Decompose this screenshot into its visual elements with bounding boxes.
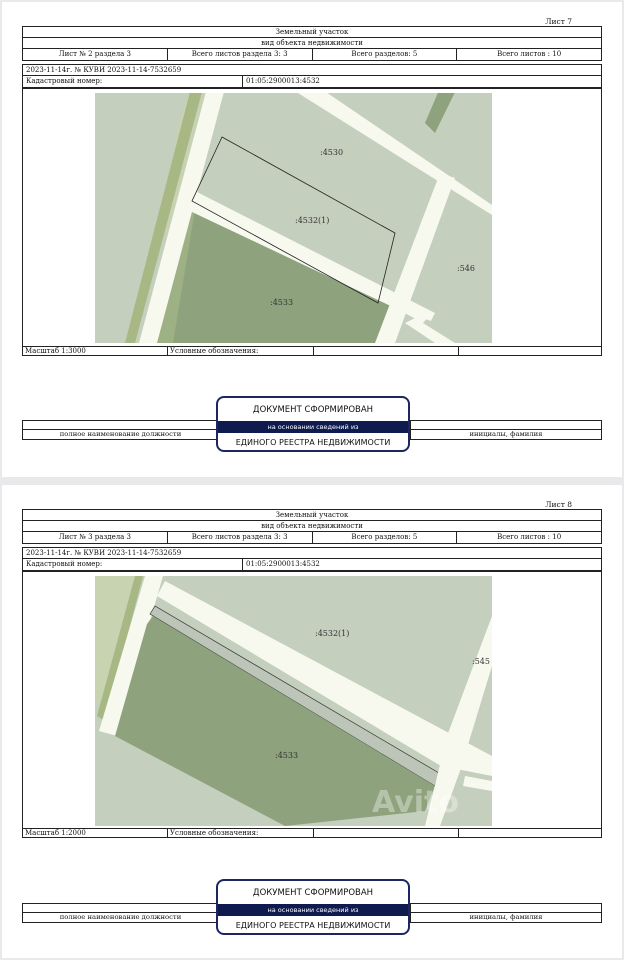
legend-cell <box>314 829 459 837</box>
cadastral-value: 01:05:2900013:4532 <box>246 77 320 85</box>
stamp-line1: ДОКУМЕНТ СФОРМИРОВАН <box>252 405 374 415</box>
object-title: Земельный участок <box>275 511 349 519</box>
scale-value: Масштаб 1:3000 <box>23 347 168 355</box>
object-subtitle: вид объекта недвижимости <box>261 522 363 530</box>
date-reference: 2023-11-14г. № КУВИ 2023-11-14-7532659 <box>26 66 182 74</box>
position-caption: полное наименование должности <box>23 913 219 922</box>
document-stamp <box>216 396 410 452</box>
object-title: Земельный участок <box>275 28 349 36</box>
section-number: Лист № 3 раздела 3 <box>23 532 168 543</box>
sheet-label: Лист 7 <box>545 17 572 26</box>
legend-cell <box>459 347 601 355</box>
sheet-8 <box>2 485 622 958</box>
scale-value: Масштаб 1:2000 <box>23 829 168 837</box>
stamp-band: на основании сведений из <box>218 421 408 433</box>
map-label-4533: :4533 <box>275 751 299 760</box>
map-label-4532-1: :4532(1) <box>315 629 350 638</box>
section-number: Лист № 2 раздела 3 <box>23 49 168 60</box>
cadastral-label: Кадастровый номер: <box>23 559 243 570</box>
scale-row <box>22 829 602 838</box>
cadastral-table <box>22 547 602 571</box>
position-caption: полное наименование должности <box>23 430 219 439</box>
legend-cell <box>459 829 601 837</box>
initials-caption: инициалы, фамилия <box>469 430 543 438</box>
scale-row <box>22 347 602 356</box>
legend-cell <box>314 347 459 355</box>
cadastral-table <box>22 64 602 88</box>
date-reference: 2023-11-14г. № КУВИ 2023-11-14-7532659 <box>26 549 182 557</box>
stamp-line1: ДОКУМЕНТ СФОРМИРОВАН <box>252 888 374 898</box>
stamp-line2: ЕДИНОГО РЕЕСТРА НЕДВИЖИМОСТИ <box>235 921 391 930</box>
total-sections: Всего разделов: 5 <box>313 49 458 60</box>
map-label-545: :545 <box>472 657 490 666</box>
object-subtitle: вид объекта недвижимости <box>261 39 363 47</box>
document-stamp <box>216 879 410 935</box>
legend-label: Условные обозначения: <box>168 347 314 355</box>
sheet-7 <box>2 2 622 477</box>
header-table <box>22 509 602 544</box>
initials-caption: инициалы, фамилия <box>469 913 543 921</box>
total-sheets-section: Всего листов раздела 3: 3 <box>168 532 313 543</box>
stamp-line2: ЕДИНОГО РЕЕСТРА НЕДВИЖИМОСТИ <box>235 438 391 447</box>
header-table <box>22 26 602 61</box>
sheet-label: Лист 8 <box>545 500 572 509</box>
cadastral-label: Кадастровый номер: <box>23 76 243 87</box>
map-label-4533: :4533 <box>270 298 294 307</box>
total-sheets-section: Всего листов раздела 3: 3 <box>168 49 313 60</box>
watermark: Avito <box>372 785 459 820</box>
map-label-4532-1: :4532(1) <box>295 216 330 225</box>
map-label-4530: :4530 <box>320 148 344 157</box>
map-label-546: :546 <box>457 264 475 273</box>
cadastral-map <box>95 93 492 343</box>
total-sheets: Всего листов : 10 <box>497 50 562 58</box>
legend-label: Условные обозначения: <box>168 829 314 837</box>
stamp-band: на основании сведений из <box>218 904 408 916</box>
total-sections: Всего разделов: 5 <box>313 532 458 543</box>
total-sheets: Всего листов : 10 <box>497 533 562 541</box>
cadastral-value: 01:05:2900013:4532 <box>246 560 320 568</box>
